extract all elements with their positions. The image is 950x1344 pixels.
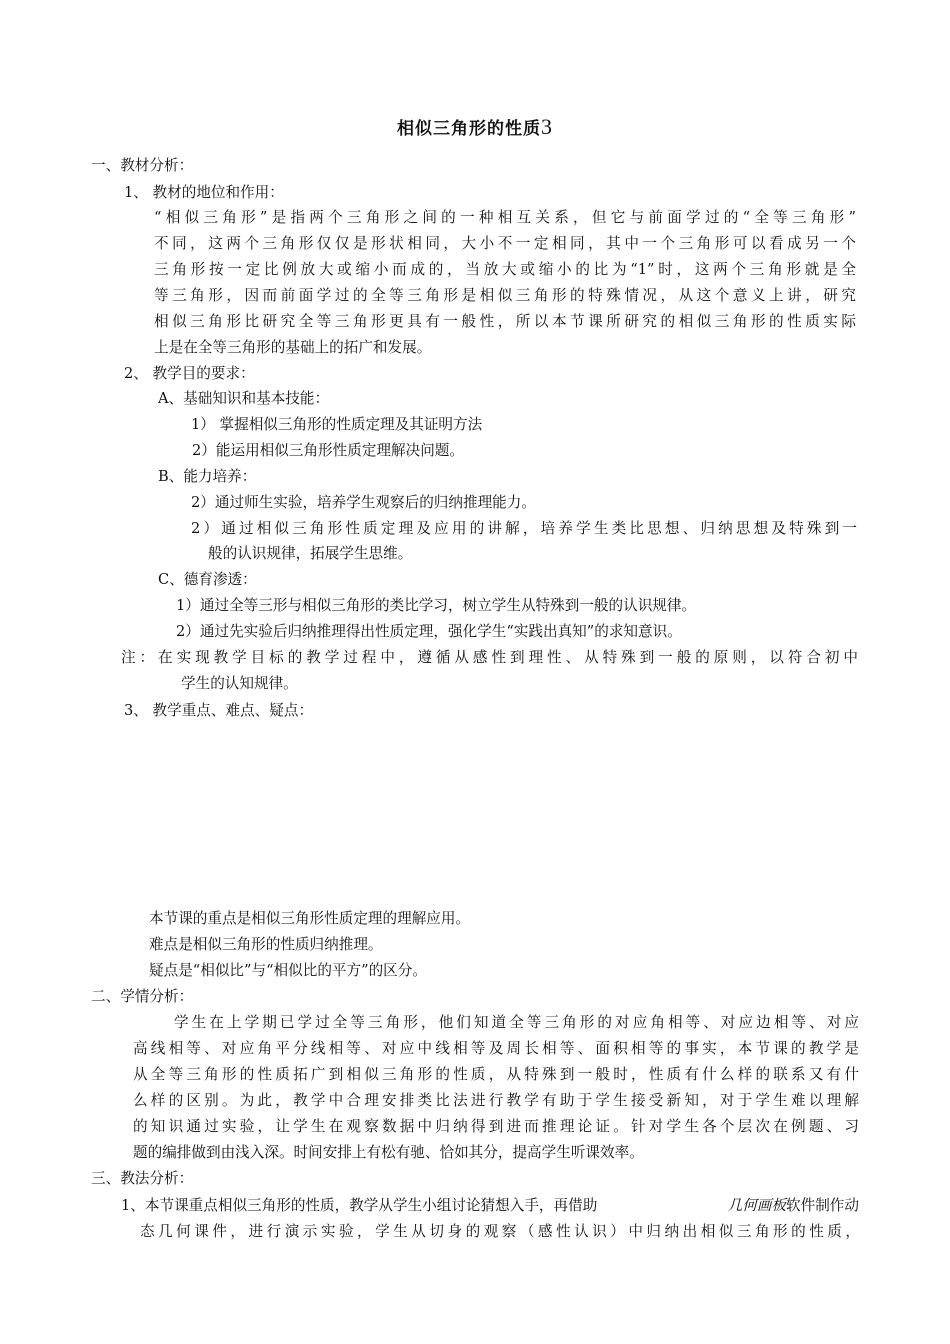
teaching-method-text: 1、本节课重点相似三角形的性质，教学从学生小组讨论猜想入手，再借助 — [121, 1197, 598, 1214]
objective-b-heading: B、能力培养： — [158, 468, 257, 485]
objective-a-item: 2）能运用相似三角形性质定理解决问题。 — [192, 442, 464, 459]
objective-a-heading: A、基础知识和基本技能： — [158, 390, 330, 407]
section-3-heading: 三、教法分析： — [91, 1170, 194, 1187]
paragraph-line: 题的编排做到由浅入深。时间安排上有松有驰、恰如其分，提高学生听课效率。 — [133, 1144, 644, 1161]
teaching-method-line — [121, 1197, 859, 1215]
teaching-method-line: 态几何课件，进行演示实验，学生从切身的观察（感性认识）中归纳出相似三角形的性质， — [140, 1223, 860, 1240]
note-line: 学生的认知规律。 — [181, 675, 298, 692]
note-line: 注：在实现教学目标的教学过程中，遵循从感性到理性、从特殊到一般的原则，以符合初中 — [121, 649, 858, 666]
paragraph-line: 的知识通过实验，让学生在观察数据中归纳得到进而推理论证。针对学生各个层次在例题、习 — [133, 1118, 859, 1135]
paragraph-line: 学生在上学期已学过全等三角形，他们知道全等三角形的对应角相等、对应边相等、对应 — [174, 1014, 859, 1031]
paragraph-line: 从全等三角形的性质拓广到相似三角形的性质，从特殊到一般时，性质有什么样的联系又有什 — [133, 1066, 859, 1083]
objective-a-item: 1） 掌握相似三角形的性质定理及其证明方法 — [191, 416, 483, 433]
paragraph-line: 等三角形，因而前面学过的全等三角形是相似三角形的特殊情况，从这个意义上讲，研究 — [154, 287, 856, 304]
subsection-3-heading: 3、 教学重点、难点、疑点： — [124, 702, 314, 719]
document-title — [0, 116, 950, 140]
objective-c-item: 1）通过全等三形与相似三角形的类比学习，树立学生从特殊到一般的认识规律。 — [176, 597, 697, 614]
title-number: 3 — [541, 114, 553, 139]
paragraph-line: 相似三角形比研究全等三角形更具有一般性，所以本节课所研究的相似三角形的性质实际 — [154, 313, 856, 330]
objective-b-item: 2）通过相似三角形性质定理及应用的讲解，培养学生类比思想、归纳思想及特殊到一 — [191, 520, 857, 537]
paragraph-line: 三角形按一定比例放大或缩小而成的，当放大或缩小的比为“1”时，这两个三角形就是全 — [154, 261, 856, 278]
section-1-heading: 一、教材分析： — [91, 157, 194, 174]
subsection-2-heading: 2、 教学目的要求： — [124, 365, 255, 382]
focus-line: 本节课的重点是相似三角形性质定理的理解应用。 — [149, 910, 471, 927]
objective-b-item: 2）通过师生实验，培养学生观察后的归纳推理能力。 — [191, 494, 536, 511]
software-name: 几何画板 — [727, 1197, 787, 1214]
doubt-line: 疑点是“相似比”与“相似比的平方”的区分。 — [149, 962, 427, 979]
subsection-1-heading: 1、 教材的地位和作用： — [124, 184, 284, 201]
paragraph-line: 高线相等、对应角平分线相等、对应中线相等及周长相等、面积相等的事实，本节课的教学是 — [133, 1040, 859, 1057]
difficulty-line: 难点是相似三角形的性质归纳推理。 — [149, 936, 383, 953]
objective-b-item-cont: 般的认识规律，拓展学生思维。 — [208, 545, 413, 562]
paragraph-line: 上是在全等三角形的基础上的拓广和发展。 — [154, 339, 432, 356]
paragraph-line: “相似三角形”是指两个三角形之间的一种相互关系，但它与前面学过的“全等三角形” — [154, 209, 856, 226]
paragraph-line: 么样的区别。为此，教学中合理安排类比法进行教学有助于学生接受新知，对于学生难以理解 — [133, 1092, 859, 1109]
objective-c-heading: C、德育渗透： — [158, 571, 257, 588]
section-2-heading: 二、学情分析： — [91, 988, 194, 1005]
paragraph-line: 不同，这两个三角形仅仅是形状相同，大小不一定相同，其中一个三角形可以看成另一个 — [154, 235, 856, 252]
title-text: 相似三角形的性质 — [397, 119, 541, 139]
objective-c-item: 2）通过先实验后归纳推理得出性质定理，强化学生“实践出真知”的求知意识。 — [176, 623, 682, 640]
teaching-method-text-cont: 软件制作动 — [786, 1197, 859, 1214]
